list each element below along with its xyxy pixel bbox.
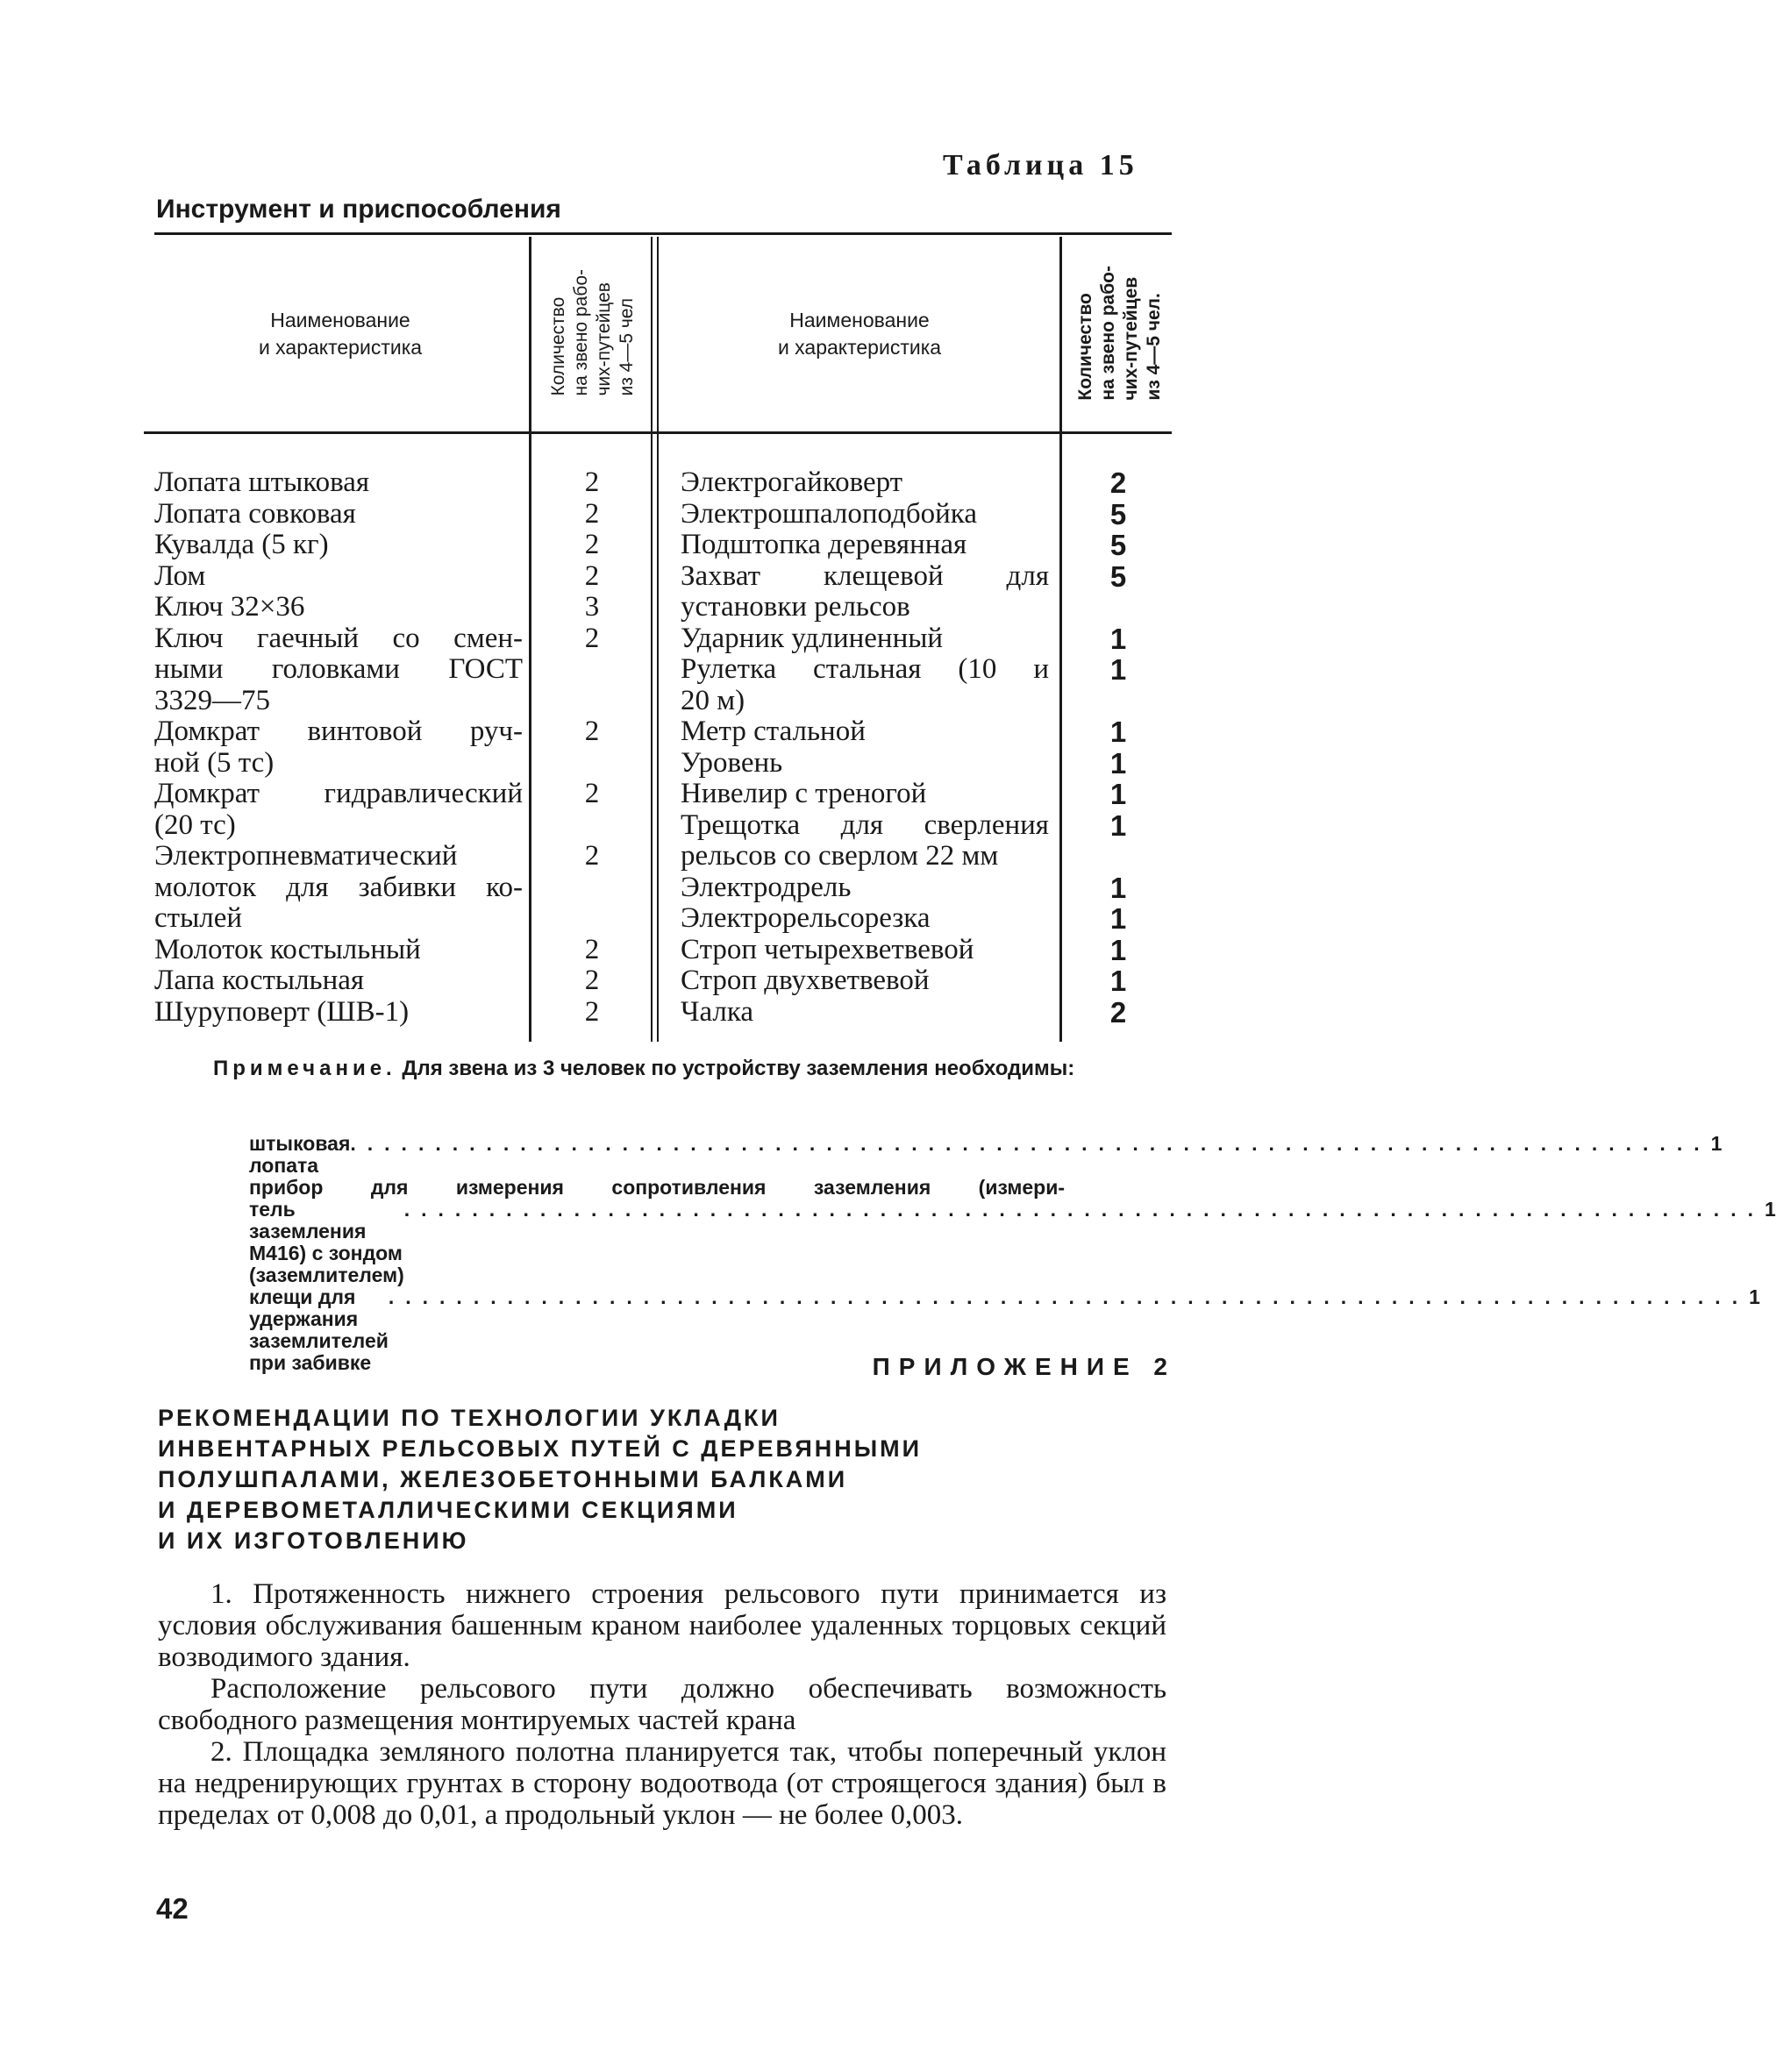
appendix-paragraph: 2. Площадка земляного полотна планируется так, чтобы поперечный уклон на недренирующих грунтах в сторону водоотвода (от строящегося здания) был в пределах от 0,008 до 0,01, а продольный уклон — не более 0,003. (158, 1736, 1166, 1831)
table-caption: Инструмент и приспособления (156, 195, 561, 224)
left-item-name: молоток для забивки ко- (154, 871, 523, 903)
right-item-name: Строп четырехветвевой (681, 933, 974, 965)
center-double-divider-a (651, 237, 653, 1042)
right-item-qty: 5 (1109, 529, 1127, 561)
appendix-title-line: ПОЛУШПАЛАМИ, ЖЕЛЕЗОБЕТОННЫМИ БАЛКАМИ (158, 1466, 848, 1492)
table-row-line (154, 935, 523, 966)
table-number: Таблица 15 (943, 149, 1138, 182)
left-item-name: Электропневматический (154, 840, 458, 872)
table-row-line (681, 623, 1049, 655)
qty-spacer (1088, 592, 1149, 623)
left-item-qty: 2 (584, 529, 600, 560)
left-item-name: Лапа костыльная (154, 965, 365, 996)
left-item-name: Домкрат гидравлический (154, 778, 523, 809)
header-qty-left (537, 239, 649, 427)
qty-spacer (561, 686, 623, 717)
table-row-line (681, 903, 1049, 935)
table-row-line (681, 654, 1049, 686)
left-item-qty: 2 (584, 716, 600, 747)
table-row-line (154, 841, 523, 872)
appendix-title (158, 1403, 947, 1556)
right-item-qty: 1 (1109, 902, 1127, 935)
table-row-line (154, 592, 523, 623)
left-item-qty: 2 (584, 497, 600, 530)
right-item-qty: 1 (1109, 933, 1127, 966)
table-row-line (154, 623, 523, 655)
table-row-line (681, 841, 1049, 872)
table-row-line (681, 561, 1049, 593)
table-row-line (681, 997, 1049, 1029)
table-row-line (681, 779, 1049, 810)
table-row-line (154, 997, 523, 1029)
left-item-name: 3329—75 (154, 684, 270, 716)
right-item-qty: 1 (1109, 965, 1127, 997)
qty-spacer (1088, 686, 1149, 717)
right-qty-divider (1059, 237, 1062, 1042)
right-item-name: Рулетка стальная (10 и (681, 653, 1049, 685)
right-item-qty: 1 (1109, 622, 1127, 655)
note-item-qty: 1 (1749, 1285, 1760, 1308)
right-qty-column (1088, 467, 1149, 1028)
left-item-name: Домкрат винтовой руч- (154, 716, 523, 747)
left-name-column (154, 467, 523, 1028)
note-item-text: клещи для удержания заземлителей при забивке (249, 1285, 389, 1374)
dot-leader: ................................................................................ (350, 1132, 1711, 1155)
right-item-name: Строп двухветвевой (681, 965, 930, 996)
left-item-name: Лом (154, 559, 206, 592)
note-item-qty: 1 (1710, 1132, 1723, 1155)
appendix-paragraph: 1. Протяженность нижнего строения рельсового пути принимается из условия обслуживания башенным краном наиболее удаленных торцовых секций возводимого здания. (158, 1578, 1166, 1673)
left-item-name: Молоток костыльный (154, 933, 421, 965)
left-item-qty: 2 (584, 778, 600, 809)
table-row-line (681, 499, 1049, 530)
right-item-name: Трещотка для сверления (681, 808, 1049, 841)
right-item-name: Электрошпалоподбойка (681, 497, 977, 530)
table-row-line (154, 467, 523, 499)
left-item-name: Лопата штыковая (154, 466, 370, 498)
left-item-qty: 2 (584, 559, 600, 592)
table-row-line (154, 872, 523, 904)
appendix-title-line: И ИХ ИЗГОТОВЛЕНИЮ (158, 1527, 469, 1554)
right-item-qty: 1 (1109, 653, 1127, 686)
table-row-line (154, 965, 523, 997)
note-item (249, 1132, 1723, 1177)
left-qty-divider (529, 237, 531, 1042)
appendix-paragraph: Расположение рельсового пути должно обеспечивать возможность свободного размещения монтируемых частей крана (158, 1673, 1166, 1736)
table-row-line (154, 499, 523, 530)
left-item-name: Кувалда (5 кг) (154, 529, 329, 560)
table-row-line (681, 935, 1049, 966)
qty-spacer (561, 810, 623, 842)
table-row-line (154, 530, 523, 561)
note-text: Для звена из 3 человек по устройству заземления необходимы: (402, 1057, 1075, 1080)
table-row-line (154, 686, 523, 717)
note-item-text: штыковая лопата (249, 1132, 351, 1177)
left-item-qty: 3 (584, 591, 600, 623)
qty-spacer (561, 903, 623, 935)
right-item-name: Уровень (681, 746, 783, 779)
left-item-name: Ключ 32×36 (154, 591, 305, 623)
appendix-title-line: РЕКОМЕНДАЦИИ ПО ТЕХНОЛОГИИ УКЛАДКИ (158, 1405, 781, 1431)
left-item-qty: 2 (584, 466, 600, 498)
left-item-qty: 2 (584, 995, 600, 1028)
header-name-right: Наименование и характеристика (777, 309, 942, 359)
left-item-name: Лопата совковая (154, 497, 356, 530)
qty-spacer (1065, 1177, 1091, 1199)
left-item-name: ными головками ГОСТ (154, 653, 523, 685)
table-row-line (681, 686, 1049, 717)
right-item-qty: 2 (1109, 466, 1127, 499)
left-item-qty: 2 (584, 840, 600, 872)
left-item-name: (20 тс) (154, 808, 236, 841)
right-item-name: Метр стальной (681, 716, 866, 747)
note-item-qty: 1 (1764, 1198, 1776, 1221)
table-row-line (154, 716, 523, 748)
table-row-line (154, 810, 523, 842)
table-row-line (681, 592, 1049, 623)
table-row-line (681, 810, 1049, 842)
right-item-name: установки рельсов (681, 591, 910, 623)
right-item-name: Электрорельсорезка (681, 902, 931, 934)
right-item-qty: 5 (1109, 559, 1127, 593)
right-item-qty: 1 (1109, 871, 1127, 904)
header-qty-left-text: Количество на звено рабо- чих-путейцев из 4—5 чел (548, 269, 637, 396)
dot-leader: ................................................................................ (388, 1285, 1750, 1308)
table-row-line (681, 467, 1049, 499)
table-row-line (154, 779, 523, 810)
right-item-qty: 1 (1109, 746, 1127, 780)
table-row-line (154, 903, 523, 935)
table-top-rule (154, 232, 1172, 235)
left-item-name: ной (5 тс) (154, 746, 275, 779)
left-item-qty: 2 (584, 965, 600, 996)
right-item-name: Нивелир с треногой (681, 778, 927, 809)
right-item-qty: 1 (1109, 808, 1127, 842)
right-item-name: Чалка (681, 995, 754, 1028)
left-item-qty: 2 (584, 933, 600, 965)
right-item-name: рельсов со сверлом 22 мм (681, 840, 999, 872)
right-item-qty: 1 (1109, 778, 1127, 810)
qty-spacer (561, 748, 623, 780)
appendix-label: ПРИЛОЖЕНИЕ 2 (872, 1353, 1176, 1380)
qty-spacer (1088, 841, 1149, 872)
table-row-line (154, 748, 523, 780)
right-item-name: Электродрель (681, 871, 852, 903)
left-qty-column (561, 467, 623, 1028)
right-item-name: Электрогайковерт (681, 466, 903, 498)
appendix-title-line: ИНВЕНТАРНЫХ РЕЛЬСОВЫХ ПУТЕЙ С ДЕРЕВЯННЫМИ (158, 1435, 923, 1462)
dot-leader: ................................................................................ (403, 1198, 1765, 1221)
table-row-line (681, 965, 1049, 997)
header-name-left: Наименование и характеристика (258, 309, 423, 359)
right-item-qty: 1 (1109, 716, 1127, 748)
right-item-name: Захват клещевой для (681, 559, 1049, 592)
qty-spacer (561, 872, 623, 904)
right-name-column (681, 467, 1049, 1028)
qty-spacer (561, 654, 623, 686)
appendix-body (158, 1578, 1166, 1831)
note-items (249, 1132, 1776, 1374)
header-qty-right (1065, 239, 1174, 427)
right-item-name: 20 м) (681, 684, 745, 716)
table-row-line (681, 530, 1049, 561)
table-row-line (681, 872, 1049, 904)
center-double-divider-b (657, 237, 659, 1042)
right-item-qty: 5 (1109, 497, 1127, 530)
table-row-line (681, 748, 1049, 780)
note-item (249, 1198, 1776, 1286)
note-item-text: тель заземления М416) с зондом (заземлителем) (249, 1198, 404, 1286)
right-item-name: Ударник удлиненный (681, 622, 944, 654)
left-item-name: Шуруповерт (ШВ-1) (154, 995, 410, 1028)
left-item-name: Ключ гаечный со смен- (154, 622, 523, 654)
header-qty-right-text: Количество на звено рабо- чих-путейцев из 4—5 чел. (1074, 265, 1164, 401)
page-number: 42 (156, 1892, 189, 1925)
note (213, 1057, 1178, 1081)
left-item-qty: 2 (584, 622, 600, 654)
note-item-text: прибор для измерения сопротивления заземления (измери- (249, 1176, 1065, 1199)
note-label: Примечание. (213, 1057, 396, 1080)
right-item-qty: 2 (1109, 995, 1127, 1029)
right-item-name: Подштопка деревянная (681, 529, 967, 560)
table-row-line (681, 716, 1049, 748)
note-item (249, 1177, 1091, 1199)
table-row-line (154, 561, 523, 593)
appendix-title-line: И ДЕРЕВОМЕТАЛЛИЧЕСКИМИ СЕКЦИЯМИ (158, 1497, 738, 1523)
table-row-line (154, 654, 523, 686)
left-item-name: стылей (154, 902, 243, 934)
